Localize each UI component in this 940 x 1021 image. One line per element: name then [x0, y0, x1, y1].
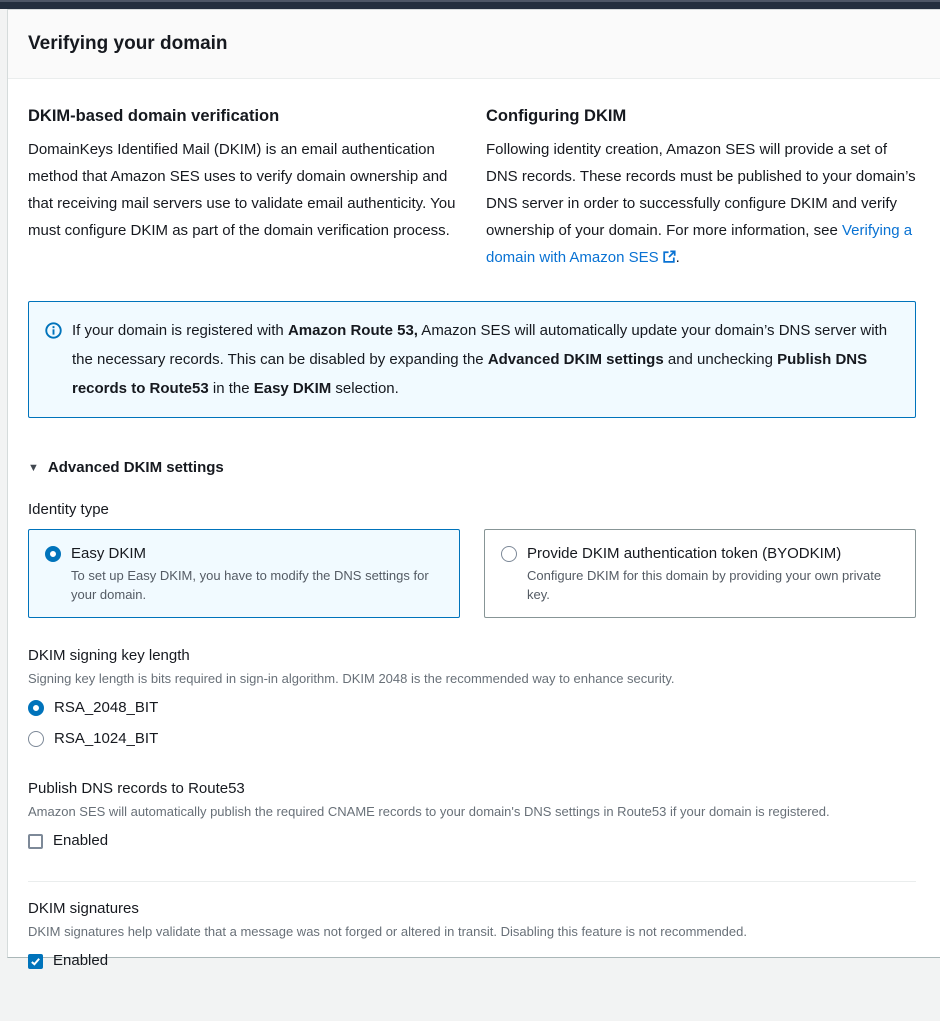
dkim-verification-column — [28, 105, 458, 271]
dkim-signatures-label: DKIM signatures — [28, 900, 139, 917]
configuring-dkim-text: Following identity creation, Amazon SES will provide a set of DNS records. These records must be published to your domain’s DNS server in order to successfully configure DKIM and verify ownership of your domain. For more information, see — [486, 141, 916, 239]
external-link-icon — [662, 250, 676, 264]
info-columns — [28, 105, 916, 271]
alert-bold-advanced-settings: Advanced DKIM settings — [487, 351, 664, 368]
caret-down-icon: ▼ — [28, 462, 39, 474]
route53-info-alert — [28, 301, 916, 418]
byodkim-option[interactable] — [484, 529, 916, 618]
alert-bold-publish-dns: Publish DNS records to Route53 — [72, 351, 868, 397]
panel-header — [8, 10, 940, 79]
radio-unselected-icon[interactable] — [501, 546, 517, 562]
publish-dns-field — [28, 779, 916, 851]
advanced-dkim-settings-toggle[interactable] — [28, 458, 916, 478]
easy-dkim-description: To set up Easy DKIM, you have to modify the DNS settings for your domain. — [71, 568, 429, 602]
alert-segment: If your domain is registered with — [72, 322, 288, 339]
dkim-signatures-field — [28, 899, 916, 971]
checkmark-icon — [30, 956, 41, 967]
byodkim-title: Provide DKIM authentication token (BYODKIM) — [527, 545, 842, 562]
easy-dkim-text — [71, 543, 443, 604]
dkim-verification-body: DomainKeys Identified Mail (DKIM) is an email authentication method that Amazon SES uses to verify domain ownership and that receiving mail servers use to validate email authenticity. You must configure DKIM as part of the domain verification process. — [28, 141, 456, 239]
rsa-1024-label: RSA_1024_BIT — [54, 730, 159, 747]
section-divider — [28, 881, 916, 882]
signing-key-length-label: DKIM signing key length — [28, 647, 190, 664]
publish-dns-checkbox-row[interactable] — [28, 831, 916, 851]
configuring-dkim-body — [486, 136, 916, 271]
console-top-bar — [0, 0, 940, 9]
alert-segment: selection. — [331, 380, 399, 397]
byodkim-description: Configure DKIM for this domain by providing your own private key. — [527, 568, 882, 602]
signing-key-length-description: Signing key length is bits required in sign-in algorithm. DKIM 2048 is the recommended way to enhance security. — [28, 671, 675, 686]
verifying-domain-link[interactable]: Verifying a domain with Amazon SES — [486, 222, 913, 266]
radio-selected-icon[interactable] — [45, 546, 61, 562]
alert-segment: and unchecking — [663, 351, 778, 368]
identity-type-label: Identity type — [28, 501, 109, 518]
alert-segment: Amazon SES will automatically update your domain’s DNS server with the necessary records. This can be disabled by expanding the — [72, 322, 888, 368]
dkim-signatures-checkbox-row[interactable] — [28, 951, 916, 971]
rsa-2048-label: RSA_2048_BIT — [54, 699, 159, 716]
configuring-dkim-heading: Configuring DKIM — [486, 107, 627, 125]
radio-unselected-icon[interactable] — [28, 731, 44, 747]
alert-text — [72, 316, 899, 403]
publish-dns-label: Publish DNS records to Route53 — [28, 780, 245, 797]
panel-content — [8, 79, 940, 1021]
configuring-dkim-period: . — [675, 249, 680, 266]
identity-type-options — [28, 529, 916, 618]
publish-dns-description: Amazon SES will automatically publish the required CNAME records to your domain's DNS settings in Route53 if your domain is registered. — [28, 804, 830, 819]
rsa-1024-option[interactable] — [28, 729, 916, 749]
dkim-signatures-enabled-label: Enabled — [53, 952, 109, 969]
advanced-dkim-settings-label: Advanced DKIM settings — [47, 459, 224, 476]
alert-bold-easy-dkim: Easy DKIM — [253, 380, 332, 397]
publish-dns-enabled-label: Enabled — [53, 832, 109, 849]
rsa-2048-option[interactable] — [28, 698, 916, 718]
dkim-verification-heading: DKIM-based domain verification — [28, 107, 280, 125]
configuring-dkim-column — [486, 105, 916, 271]
page-title: Verifying your domain — [28, 33, 228, 54]
byodkim-text — [527, 543, 899, 604]
radio-selected-icon[interactable] — [28, 700, 44, 716]
signing-key-length-options — [28, 698, 916, 749]
alert-segment: in the — [208, 380, 254, 397]
easy-dkim-title: Easy DKIM — [71, 545, 147, 562]
checkbox-checked-icon[interactable] — [28, 954, 43, 969]
signing-key-length-field — [28, 646, 916, 749]
alert-bold-route53: Amazon Route 53, — [287, 322, 418, 339]
verifying-domain-panel — [7, 9, 940, 969]
easy-dkim-option[interactable] — [28, 529, 460, 618]
dkim-signatures-description: DKIM signatures help validate that a message was not forged or altered in transit. Disabling this feature is not recommended. — [28, 924, 747, 939]
info-icon — [45, 322, 62, 339]
checkbox-unchecked-icon[interactable] — [28, 834, 43, 849]
